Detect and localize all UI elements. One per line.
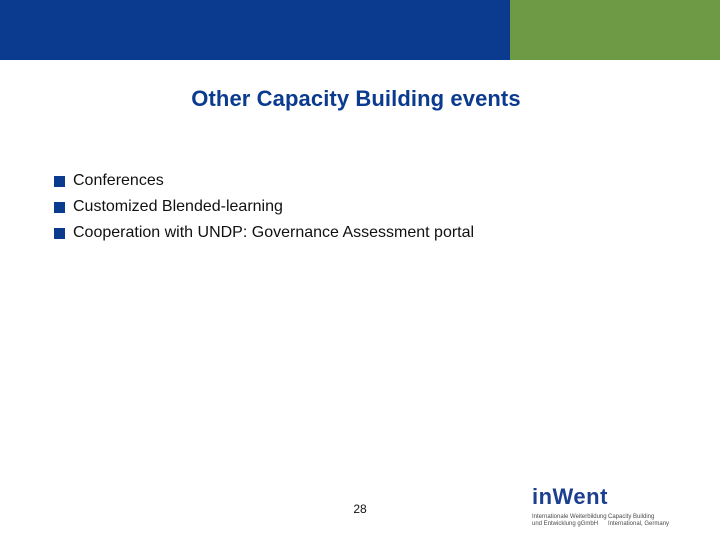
header-band-blue: [0, 0, 510, 60]
bullet-text: Cooperation with UNDP: Governance Assessment portal: [73, 224, 475, 241]
bullet-list: [54, 168, 474, 246]
logo-wordmark: inWent: [532, 484, 608, 509]
bullet-item: [54, 168, 474, 194]
bullet-text: Customized Blended-learning: [73, 198, 283, 215]
slide-title: Other Capacity Building events: [191, 86, 521, 111]
bullet-item: [54, 194, 474, 220]
logo-tagline-right: Capacity Building International, Germany: [608, 514, 670, 527]
square-bullet-icon: [54, 202, 65, 213]
inwent-logo: [530, 484, 680, 530]
bullet-text: Conferences: [73, 172, 164, 189]
square-bullet-icon: [54, 228, 65, 239]
square-bullet-icon: [54, 176, 65, 187]
header-band-green: [510, 0, 720, 60]
logo-tagline-left: Internationale Weiterbildung und Entwicklung gGmbH: [532, 514, 607, 527]
bullet-item: [54, 220, 474, 246]
page-number: 28: [353, 502, 367, 516]
